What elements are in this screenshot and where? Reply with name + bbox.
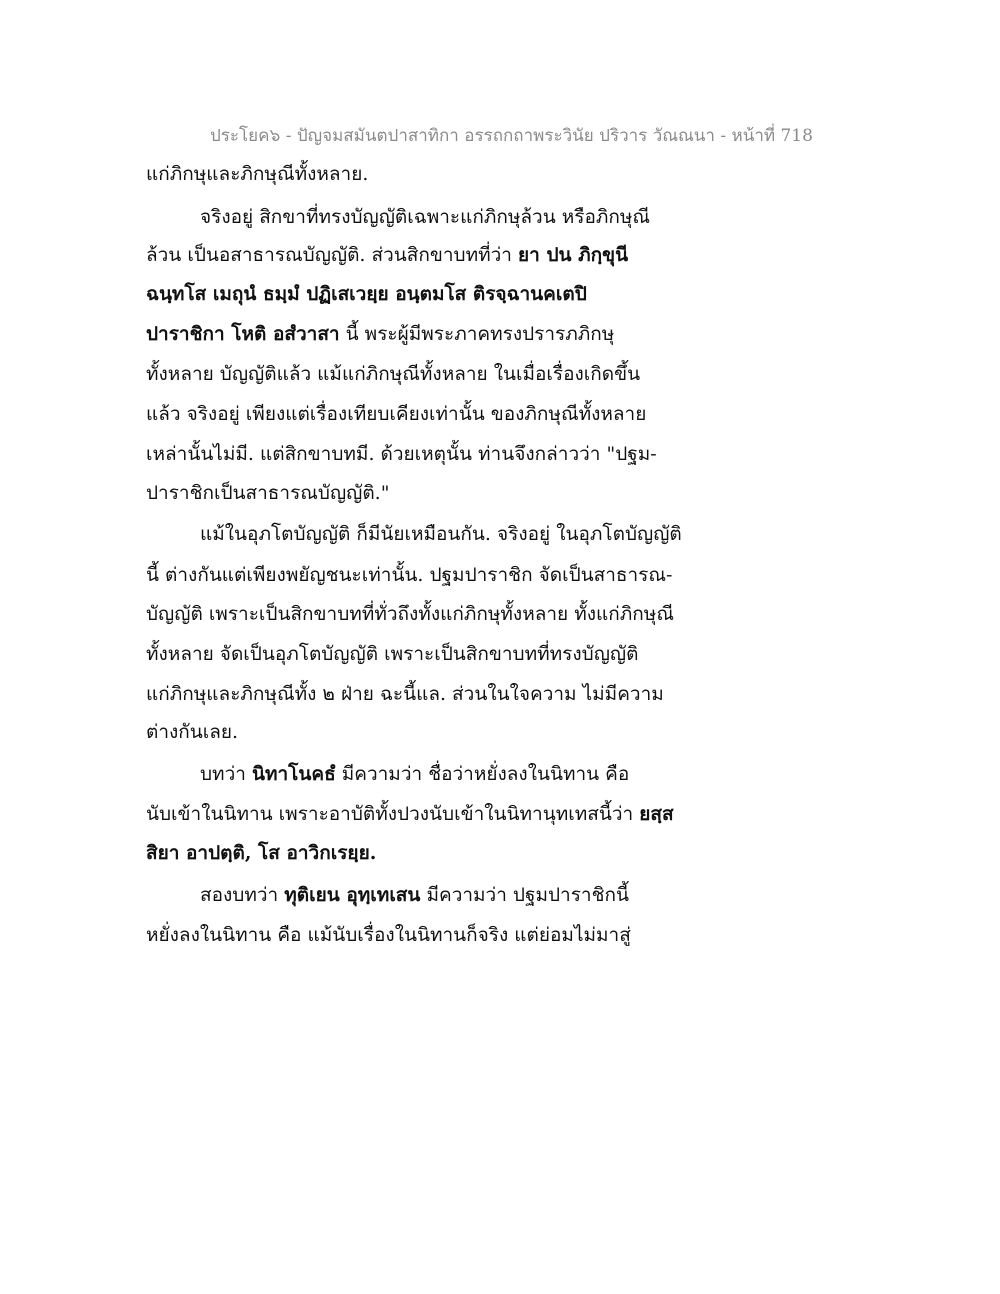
pali-quote: ฉนฺทโส เมถุนํ ธมฺมํ ปฏิเสเวยฺย อนฺตมโส ติรจฺฉานคเตปิ bbox=[146, 283, 587, 305]
text-line-6: ทั้งหลาย บัญญัติแล้ว แม้แก่ภิกษุณีทั้งหลาย ในเมื่อเรื่องเกิดขึ้น bbox=[146, 363, 641, 385]
page-header: ประโยค๖ - ปัญจมสมันตปาสาทิกา อรรถกถาพระวินัย ปริวาร วัณณนา - หน้าที่ 718 bbox=[210, 126, 813, 146]
pali-quote: ยา ปน ภิกฺขุนี bbox=[518, 244, 629, 266]
text-line-10: แม้ในอุภโตบัญญัติ ก็มีนัยเหมือนกัน. จริงอยู่ ในอุภโตบัญญัติ bbox=[200, 523, 682, 545]
text-line-8: เหล่านั้นไม่มี. แต่สิกขาบทมี. ด้วยเหตุนั้น ท่านจึงกล่าวว่า "ปฐม- bbox=[146, 443, 657, 465]
pali-quote: ยสฺส bbox=[639, 803, 674, 825]
pali-quote: สิยา อาปตฺติ, โส อาวิกเรยฺย. bbox=[146, 842, 377, 864]
text-line-3: ล้วน เป็นอสาธารณบัญญัติ. ส่วนสิกขาบทที่ว่า ยา ปน ภิกฺขุนี bbox=[146, 244, 629, 266]
text-line-17: นับเข้าในนิทาน เพราะอาบัติทั้งปวงนับเข้าในนิทานุทเทสนี้ว่า ยสฺส bbox=[146, 803, 674, 825]
text-line-14: แก่ภิกษุและภิกษุณีทั้ง ๒ ฝ่าย ฉะนี้แล. ส่วนในใจความ ไม่มีความ bbox=[146, 683, 664, 705]
text-line-7: แล้ว จริงอยู่ เพียงแต่เรื่องเทียบเคียงเท่านั้น ของภิกษุณีทั้งหลาย bbox=[146, 403, 647, 425]
text-line-20: หยั่งลงในนิทาน คือ แม้นับเรื่องในนิทานก็จริง แต่ย่อมไม่มาสู่ bbox=[146, 924, 631, 946]
text-line-5: ปาราชิกา โหติ อสํวาสา นี้ พระผู้มีพระภาคทรงปรารภภิกษุ bbox=[146, 323, 615, 345]
pali-quote: ปาราชิกา โหติ อสํวาสา bbox=[146, 323, 340, 345]
text-line-15: ต่างกันเลย. bbox=[146, 721, 239, 743]
text-line-4 bbox=[146, 280, 706, 308]
text-line-12: บัญญัติ เพราะเป็นสิกขาบทที่ทั่วถึงทั้งแก่ภิกษุทั้งหลาย ทั้งแก่ภิกษุณี bbox=[146, 603, 674, 625]
text-line-1: แก่ภิกษุและภิกษุณีทั้งหลาย. bbox=[146, 163, 369, 185]
text-line-13: ทั้งหลาย จัดเป็นอุภโตบัญญัติ เพราะเป็นสิกขาบทที่ทรงบัญญัติ bbox=[146, 643, 639, 665]
text-line-19: สองบทว่า ทุติเยน อุทฺเทเสน มีความว่า ปฐมปาราชิกนี้ bbox=[200, 884, 629, 906]
pali-term: ทุติเยน อุทฺเทเสน bbox=[284, 884, 421, 906]
text-line-16: บทว่า นิทาโนคธํ มีความว่า ชื่อว่าหยั่งลงในนิทาน คือ bbox=[200, 763, 630, 785]
text-line-9: ปาราชิกเป็นสาธารณบัญญัติ." bbox=[146, 482, 390, 504]
text-line-11: นี้ ต่างกันแต่เพียงพยัญชนะเท่านั้น. ปฐมปาราชิก จัดเป็นสาธารณ- bbox=[146, 564, 673, 586]
text-line-2: จริงอยู่ สิกขาที่ทรงบัญญัติเฉพาะแก่ภิกษุล้วน หรือภิกษุณี bbox=[200, 206, 651, 228]
text-line-18 bbox=[146, 839, 706, 867]
pali-term: นิทาโนคธํ bbox=[251, 763, 336, 785]
